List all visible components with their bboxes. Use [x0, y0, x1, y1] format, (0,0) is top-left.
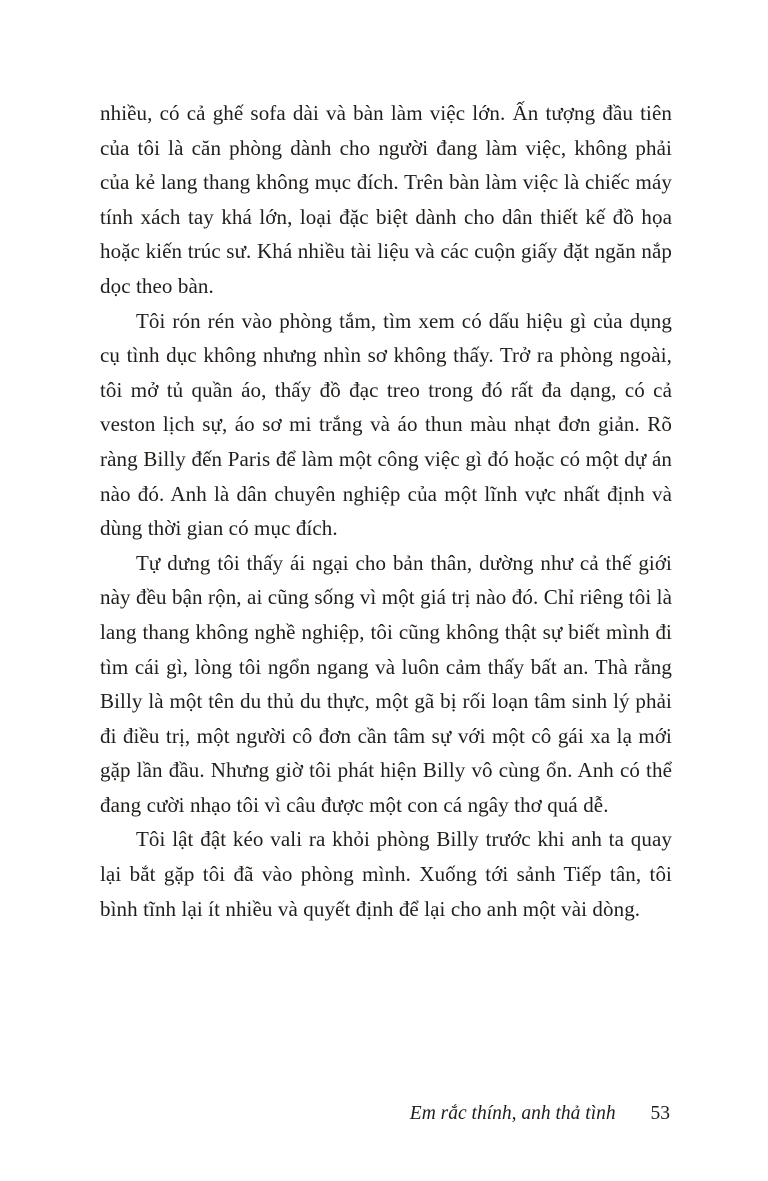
page-footer — [410, 1103, 670, 1125]
paragraph: Tự dưng tôi thấy ái ngại cho bản thân, dường như cả thế giới này đều bận rộn, ai cũng sống vì một giá trị nào đó. Chỉ riêng tôi là lang thang không nghề nghiệp, tôi cũng không thật sự biết mình đi tìm cái gì, lòng tôi ngổn ngang và luôn cảm thấy bất an. Thà rằng Billy là một tên du thủ du thực, một gã bị rối loạn tâm sinh lý phải đi điều trị, một người cô đơn cần tâm sự với một cô gái xa lạ mới gặp lần đầu. Nhưng giờ tôi phát hiện Billy vô cùng ổn. Anh có thể đang cười nhạo tôi vì câu được một con cá ngây thơ quá dễ. — [100, 550, 672, 817]
paragraph: Tôi lật đật kéo vali ra khỏi phòng Billy trước khi anh ta quay lại bắt gặp tôi đã vào phòng mình. Xuống tới sảnh Tiếp tân, tôi bình tĩnh lại ít nhiều và quyết định để lại cho anh một vài dòng. — [100, 827, 672, 921]
page-number: 53 — [650, 1103, 670, 1124]
body-text — [100, 96, 672, 926]
book-title: Em rắc thính, anh thả tình — [409, 1103, 616, 1124]
paragraph: Tôi rón rén vào phòng tắm, tìm xem có dấu hiệu gì của dụng cụ tình dục không nhưng nhìn sơ không thấy. Trở ra phòng ngoài, tôi mở tủ quần áo, thấy đồ đạc treo trong đó rất đa dạng, có cả veston lịch sự, áo sơ mi trắng và áo thun màu nhạt đơn giản. Rõ ràng Billy đến Paris để làm một công việc gì đó hoặc có một dự án nào đó. Anh là dân chuyên nghiệp của một lĩnh vực nhất định và dùng thời gian có mục đích. — [100, 308, 672, 541]
paragraph: nhiều, có cả ghế sofa dài và bàn làm việc lớn. Ấn tượng đầu tiên của tôi là căn phòng dành cho người đang làm việc, không phải của kẻ lang thang không mục đích. Trên bàn làm việc là chiếc máy tính xách tay khá lớn, loại đặc biệt dành cho dân thiết kế đồ họa hoặc kiến trúc sư. Khá nhiều tài liệu và các cuộn giấy đặt ngăn nắp dọc theo bàn. — [100, 101, 672, 298]
